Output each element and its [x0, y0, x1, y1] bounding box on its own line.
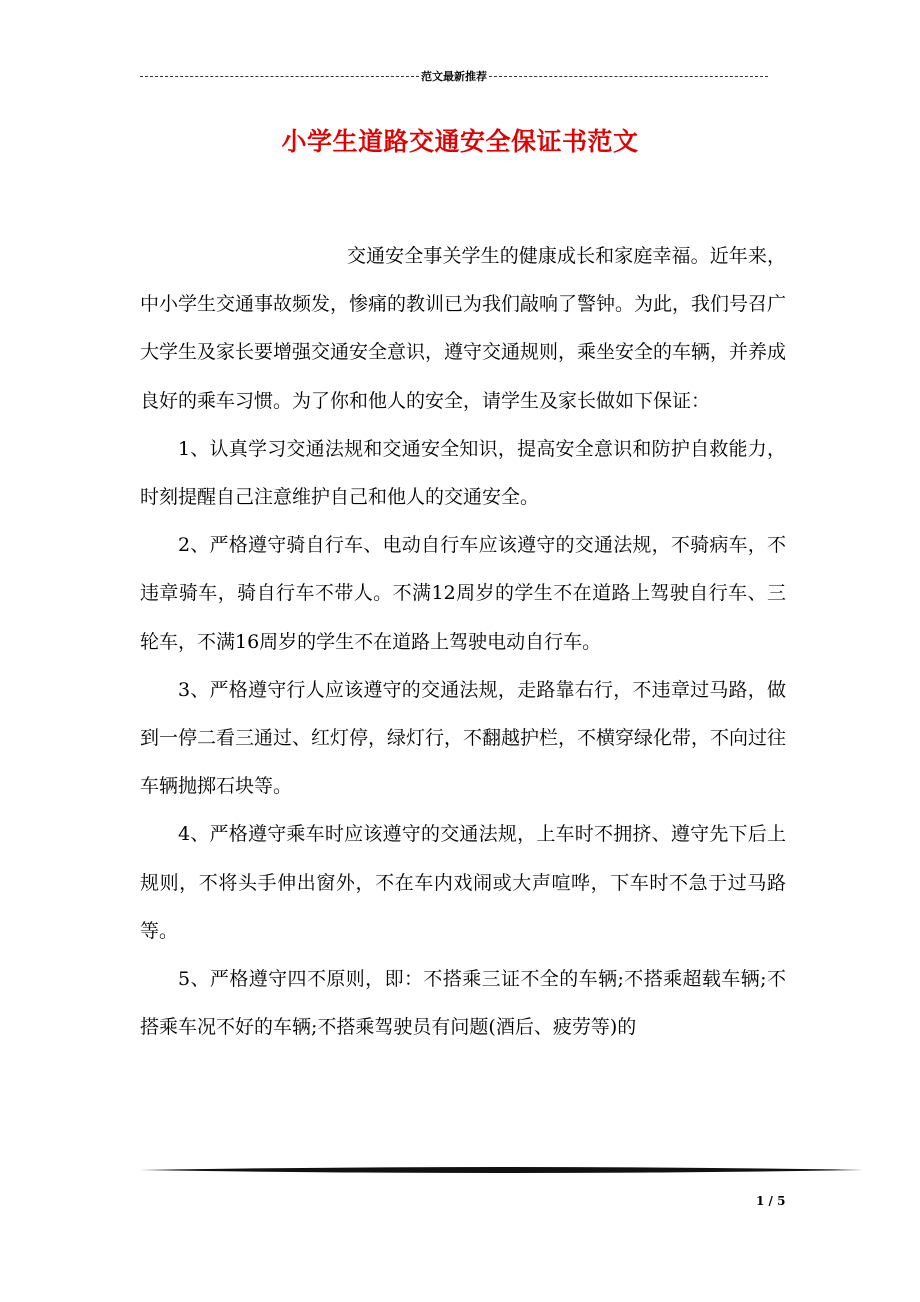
- page-number: 1 / 5: [756, 1194, 786, 1208]
- intro-paragraph: 交通安全事关学生的健康成长和家庭幸福。近年来，中小学生交通事故频发，惨痛的教训已为我们敲响了警钟。为此，我们号召广大学生及家长要增强交通安全意识，遵守交通规则，乘坐安全的车辆，并养成良好的乘车习惯。为了你和他人的安全，请学生及家长做如下保证：: [140, 245, 787, 412]
- pledge-item-1: 1、认真学习交通法规和交通安全知识，提高安全意识和防护自救能力，时刻提醒自己注意维护自己和他人的交通安全。: [140, 437, 786, 509]
- pledge-item-3: 3、严格遵守行人应该遵守的交通法规，走路靠右行，不违章过马路，做到一停二看三通过、红灯停，绿灯行，不翻越护栏，不横穿绿化带，不向过往车辆抛掷石块等。: [140, 678, 787, 798]
- pledge-item-4: 4、严格遵守乘车时应该遵守的交通法规，上车时不拥挤、遵守先下后上规则，不将头手伸出窗外，不在车内戏闹或大声喧哗，下车时不急于过马路等。: [140, 823, 786, 942]
- document-body: [140, 232, 786, 1051]
- footer-rule: [140, 1164, 864, 1176]
- header-label: 范文最新推荐: [421, 70, 487, 83]
- document-title: 小学生道路交通安全保证书范文: [281, 127, 639, 156]
- pledge-item-5: 5、严格遵守四不原则，即：不搭乘三证不全的车辆;不搭乘超载车辆;不搭乘车况不好的车辆;不搭乘驾驶员有问题(酒后、疲劳等)的: [140, 968, 786, 1039]
- page-header: [140, 68, 768, 84]
- header-dash-left: [140, 76, 419, 77]
- pledge-item-2: 2、严格遵守骑自行车、电动自行车应该遵守的交通法规，不骑病车，不违章骑车，骑自行车不带人。不满12周岁的学生不在道路上驾驶自行车、三轮车，不满16周岁的学生不在道路上驾驶电动自行车。: [140, 534, 786, 653]
- header-dash-right: [489, 76, 768, 77]
